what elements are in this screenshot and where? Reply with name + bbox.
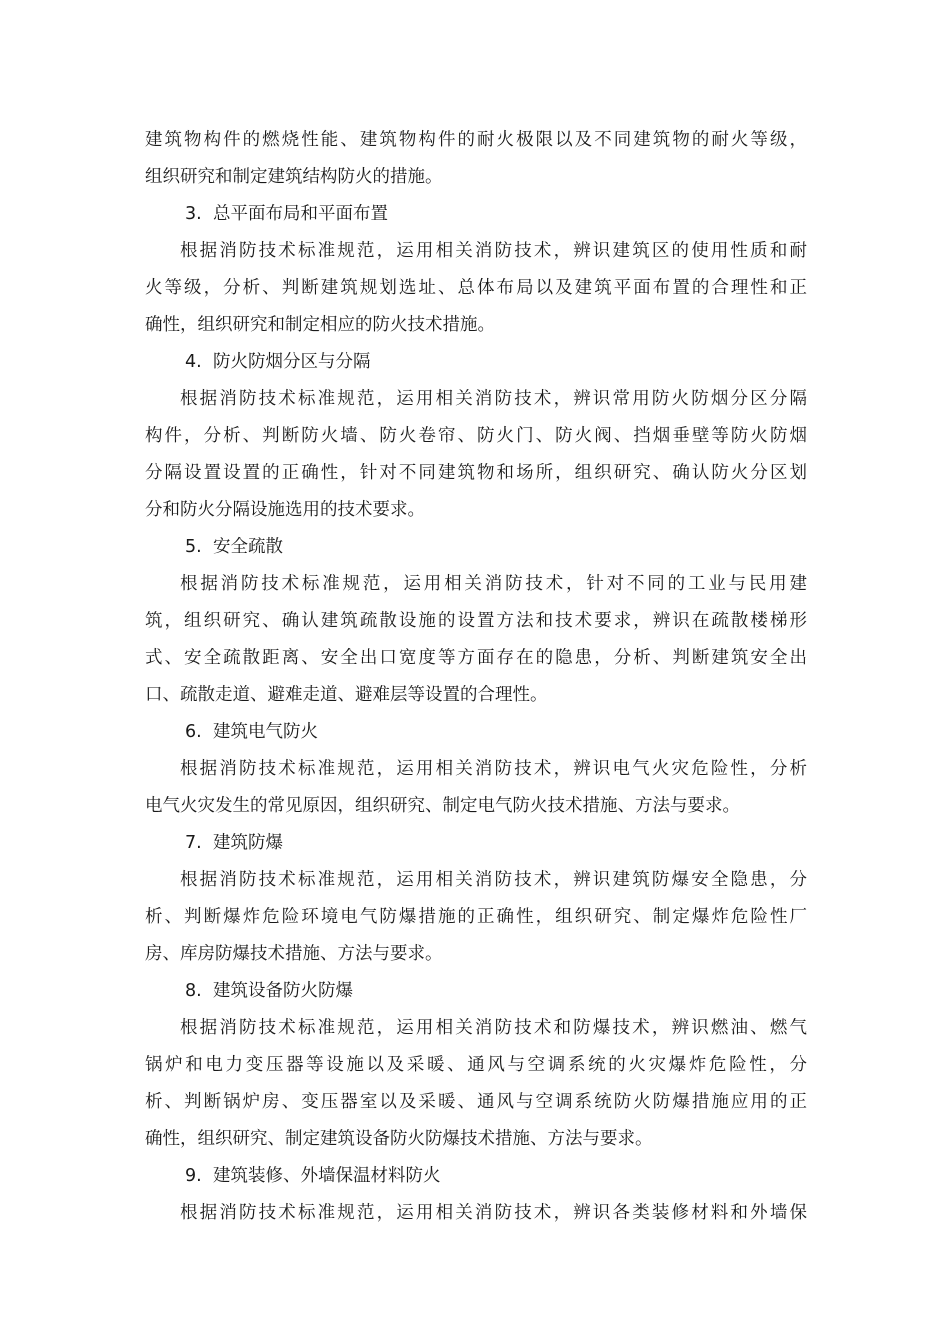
text-line: 根据消防技术标准规范，运用相关消防技术，辨识各类装修材料和外墙保 (180, 1203, 807, 1223)
text-line: 建筑物构件的燃烧性能、建筑物构件的耐火极限以及不同建筑物的耐火等级， (145, 130, 807, 150)
text-line: 析、判断爆炸危险环境电气防爆措施的正确性，组织研究、制定爆炸危险性厂 (145, 907, 807, 927)
section-heading-4 (145, 344, 807, 381)
text-line: 火等级，分析、判断建筑规划选址、总体布局以及建筑平面布置的合理性和正 (145, 278, 807, 298)
section-paragraph-6 (145, 751, 807, 825)
section-paragraph-8 (145, 1010, 807, 1158)
text-line: 式、安全疏散距离、安全出口宽度等方面存在的隐患，分析、判断建筑安全出 (145, 648, 807, 668)
text-line: 分和防火分隔设施选用的技术要求。 (145, 500, 425, 520)
section-heading-3 (145, 196, 807, 233)
section-heading-9 (145, 1158, 807, 1195)
section-title: 建筑装修、外墙保温材料防火 (213, 1166, 441, 1186)
text-line: 根据消防技术标准规范，运用相关消防技术，辨识建筑区的使用性质和耐 (180, 241, 807, 261)
section-paragraph-5 (145, 566, 807, 714)
section-paragraph-7 (145, 862, 807, 973)
section-number: 8. (185, 981, 202, 1001)
section-title: 防火防烟分区与分隔 (213, 352, 371, 372)
section-title: 建筑防爆 (213, 833, 283, 853)
section-heading-7 (145, 825, 807, 862)
section-title: 建筑电气防火 (213, 722, 318, 742)
text-line: 根据消防技术标准规范，运用相关消防技术，针对不同的工业与民用建 (180, 574, 807, 594)
text-line: 析、判断锅炉房、变压器室以及采暖、通风与空调系统防火防爆措施应用的正 (145, 1092, 807, 1112)
text-line: 根据消防技术标准规范，运用相关消防技术，辨识电气火灾危险性，分析 (180, 759, 807, 779)
text-line: 口、疏散走道、避难走道、避难层等设置的合理性。 (145, 685, 548, 705)
text-line: 构件，分析、判断防火墙、防火卷帘、防火门、防火阀、挡烟垂壁等防火防烟 (145, 426, 807, 446)
text-line: 组织研究和制定建筑结构防火的措施。 (145, 167, 443, 187)
section-heading-5 (145, 529, 807, 566)
section-number: 5. (185, 537, 202, 557)
section-title: 总平面布局和平面布置 (213, 204, 388, 224)
section-number: 4. (185, 352, 202, 372)
text-line: 确性，组织研究和制定相应的防火技术措施。 (145, 315, 495, 335)
text-line: 电气火灾发生的常见原因，组织研究、制定电气防火技术措施、方法与要求。 (145, 796, 740, 816)
section-paragraph-4 (145, 381, 807, 529)
section-number: 9. (185, 1166, 202, 1186)
text-line: 根据消防技术标准规范，运用相关消防技术，辨识常用防火防烟分区分隔 (180, 389, 807, 409)
section-number: 6. (185, 722, 202, 742)
text-line: 分隔设置设置的正确性，针对不同建筑物和场所，组织研究、确认防火分区划 (145, 463, 807, 483)
section-number: 7. (185, 833, 202, 853)
document-body (145, 122, 807, 1232)
section-paragraph-9 (145, 1195, 807, 1232)
text-line: 锅炉和电力变压器等设施以及采暖、通风与空调系统的火灾爆炸危险性，分 (145, 1055, 807, 1075)
section-heading-6 (145, 714, 807, 751)
section-title: 安全疏散 (213, 537, 283, 557)
text-line: 根据消防技术标准规范，运用相关消防技术，辨识建筑防爆安全隐患，分 (180, 870, 807, 890)
section-title: 建筑设备防火防爆 (213, 981, 353, 1001)
text-line: 确性，组织研究、制定建筑设备防火防爆技术措施、方法与要求。 (145, 1129, 653, 1149)
text-line: 筑，组织研究、确认建筑疏散设施的设置方法和技术要求，辨识在疏散楼梯形 (145, 611, 807, 631)
text-line: 房、库房防爆技术措施、方法与要求。 (145, 944, 443, 964)
section-heading-8 (145, 973, 807, 1010)
intro-paragraph (145, 122, 807, 196)
text-line: 根据消防技术标准规范，运用相关消防技术和防爆技术，辨识燃油、燃气 (180, 1018, 807, 1038)
section-number: 3. (185, 204, 202, 224)
section-paragraph-3 (145, 233, 807, 344)
